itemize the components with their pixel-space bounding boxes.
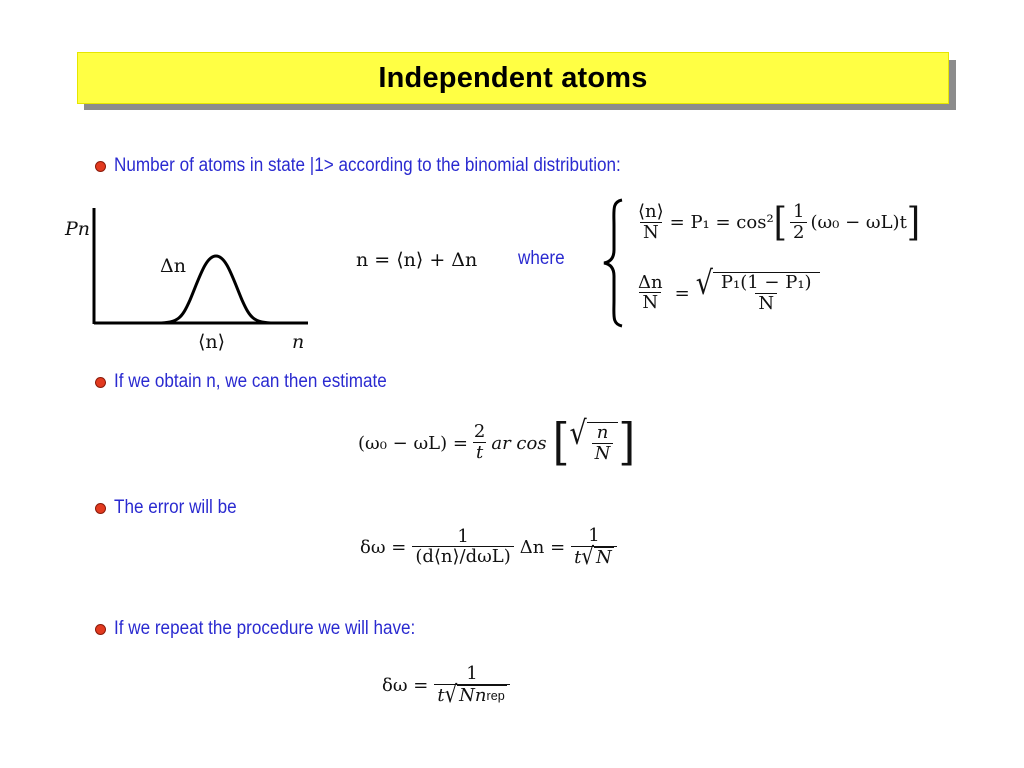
bullet-item-3 — [95, 497, 250, 519]
error-fraction-2 — [571, 526, 617, 568]
mean-eq-fraction — [635, 202, 667, 243]
repeat-den-sqrt-sub: rep — [486, 688, 505, 703]
error-denominator: (d⟨n⟩/dωL) — [412, 546, 513, 568]
error-den2-t: t — [574, 546, 582, 568]
estimate-denominator: t — [473, 442, 486, 464]
fluct-equals: = — [674, 282, 690, 304]
left-bracket-icon: [ — [552, 414, 570, 472]
fluctuation-equation — [632, 265, 820, 314]
estimate-equation — [358, 414, 636, 472]
fluct-sqrt-fraction — [718, 273, 815, 314]
bullet-item-1 — [95, 155, 677, 177]
error-fraction — [412, 527, 513, 568]
mean-eq-tail: (ω₀ − ωL)t — [810, 212, 907, 234]
bullet-dot-icon — [95, 161, 106, 172]
plot-x-label: n — [292, 331, 305, 353]
repeat-fraction — [434, 664, 509, 706]
where-label: where — [518, 248, 565, 269]
estimate-numerator: 2 — [473, 421, 486, 443]
sqrt-icon: √ — [695, 265, 713, 303]
plot-peak-label: Δn — [160, 255, 186, 277]
error-numerator: 1 — [457, 525, 469, 547]
bullet-item-4 — [95, 618, 449, 640]
decomposition-equation: n = ⟨n⟩ + Δn — [356, 249, 478, 271]
fluct-sqrt — [695, 265, 820, 314]
fluct-numerator: Δn — [638, 271, 663, 293]
fluct-fraction — [635, 273, 666, 314]
mean-eq-rhs: = P₁ = cos² — [669, 212, 774, 234]
mean-eq-numerator: ⟨n⟩ — [638, 201, 664, 222]
bullet-dot-icon — [95, 377, 106, 388]
sqrt-icon: √ — [569, 415, 587, 453]
repeat-equation — [382, 664, 513, 706]
error-mid: Δn = — [519, 536, 566, 558]
plot-y-label: Pn — [65, 218, 91, 240]
error-den2-sqrt — [581, 542, 613, 570]
repeat-lhs: δω = — [382, 674, 429, 696]
plot-mean-label: ⟨n⟩ — [198, 331, 226, 353]
error-denominator-2 — [571, 542, 617, 570]
bullet-text-3: The error will be — [114, 497, 237, 518]
fluct-sqrt-denominator: N — [755, 293, 777, 315]
repeat-denominator — [434, 680, 509, 708]
error-lhs: δω = — [360, 536, 407, 558]
title-banner — [77, 52, 949, 104]
distribution-plot — [60, 200, 320, 350]
half-fraction — [790, 202, 807, 243]
fluct-denominator: N — [639, 292, 661, 314]
right-bracket-icon: ] — [906, 199, 921, 246]
estimate-sqrt — [569, 415, 618, 464]
fluct-sqrt-numerator: P₁(1 − P₁) — [720, 272, 812, 293]
slide-title: Independent atoms — [378, 61, 648, 94]
mean-equation — [632, 199, 921, 246]
bullet-dot-icon — [95, 503, 106, 514]
repeat-den-sqrt-main: Nn — [459, 684, 487, 706]
bullet-text-1: Number of atoms in state |1> according to the binomial distribution: — [114, 155, 621, 176]
estimate-fraction — [471, 422, 488, 463]
bullet-text-4: If we repeat the procedure we will have: — [114, 618, 416, 639]
bullet-item-2 — [95, 371, 417, 393]
sqrt-icon: √ — [444, 680, 458, 708]
estimate-sqrt-fraction — [592, 423, 614, 464]
repeat-numerator: 1 — [466, 663, 478, 684]
error-equation — [360, 526, 620, 568]
bullet-dot-icon — [95, 624, 106, 635]
estimate-mid: ar cos — [491, 432, 547, 454]
estimate-sqrt-numerator: n — [596, 421, 609, 443]
estimate-sqrt-denominator: N — [592, 443, 614, 465]
left-bracket-icon: [ — [773, 199, 788, 246]
half-numerator: 1 — [793, 201, 805, 222]
curly-brace-icon — [600, 196, 630, 330]
right-bracket-icon: ] — [618, 414, 636, 472]
half-denominator: 2 — [790, 222, 807, 244]
mean-eq-denominator: N — [640, 222, 662, 244]
bullet-text-2: If we obtain n, we can then estimate — [114, 371, 387, 392]
repeat-den-t: t — [437, 684, 445, 706]
error-den2-sqrt-arg: N — [596, 546, 612, 568]
repeat-den-sqrt — [444, 680, 507, 708]
estimate-lhs: (ω₀ − ωL) = — [358, 432, 468, 454]
error-numerator-2: 1 — [588, 525, 600, 546]
sqrt-icon: √ — [581, 542, 595, 570]
